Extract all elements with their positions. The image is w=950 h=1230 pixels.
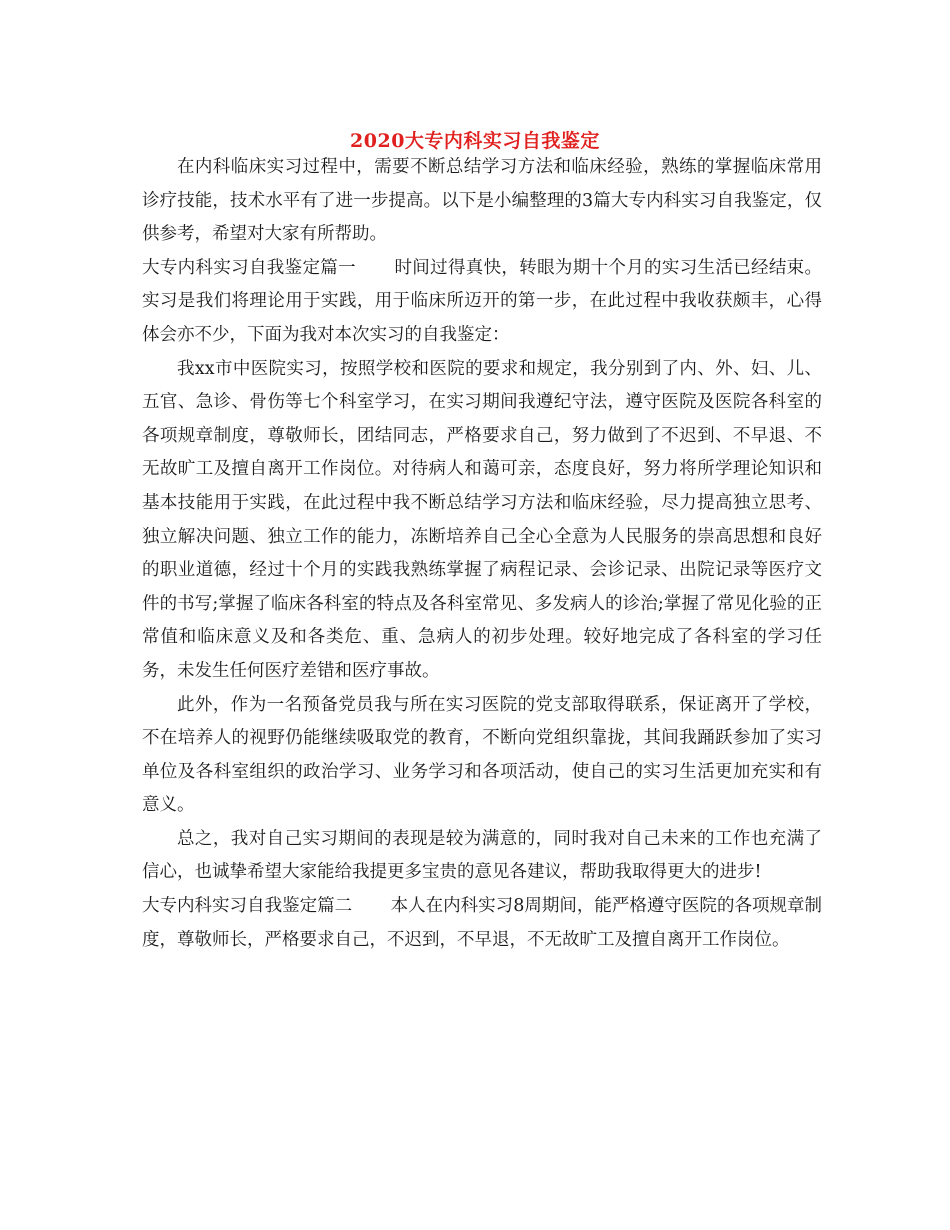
- section-two-paragraph: [142, 890, 822, 957]
- body-paragraph-party: 此外，作为一名预备党员我与所在实习医院的党支部取得联系，保证离开了学校，不在培养人的视野仍能继续吸取党的教育，不断向党组织靠拢，其间我踊跃参加了实习单位及各科室组织的政治学习、业务学习和各项活动，使自己的实习生活更加充实和有意义。: [142, 694, 822, 816]
- document-body: [142, 151, 822, 957]
- intro-paragraph: 在内科临床实习过程中，需要不断总结学习方法和临床经验，熟练的掌握临床常用诊疗技能，技术水平有了进一步提高。以下是小编整理的3篇大专内科实习自我鉴定，仅供参考，希望对大家有所帮助。: [142, 157, 822, 245]
- document-title: 2020大专内科实习自我鉴定: [350, 130, 600, 152]
- body-paragraph-internship: 我xx市中医院实习，按照学校和医院的要求和规定，我分别到了内、外、妇、儿、五官、急诊、骨伤等七个科室学习，在实习期间我遵纪守法，遵守医院及医院各科室的各项规章制度，尊敬师长，团结同志，严格要求自己，努力做到了不迟到、不早退、不无故旷工及擅自离开工作岗位。对待病人和蔼可亲，态度良好，努力将所学理论知识和基本技能用于实践，在此过程中我不断总结学习方法和临床经验，尽力提高独立思考、独立解决问题、独立工作的能力，冻断培养自己全心全意为人民服务的崇高思想和良好的职业道德，经过十个月的实践我熟练掌握了病程记录、会诊记录、出院记录等医疗文件的书写;掌握了临床各科室的特点及各科室常见、多发病人的诊治;掌握了常见化验的正常值和临床意义及和各类危、重、急病人的初步处理。较好地完成了各科室的学习任务，未发生任何医疗差错和医疗事故。: [142, 358, 822, 681]
- section-one-lead: 时间过得真快，转眼为期十个月的实习生活已经结束。实习是我们将理论用于实践，用于临床所迈开的第一步，在此过程中我收获颇丰，心得体会亦不少，下面为我对本次实习的自我鉴定：: [142, 257, 823, 345]
- section-two-lead: 本人在内科实习8周期间，能严格遵守医院的各项规章制度，尊敬师长，严格要求自己，不迟到，不早退，不无故旷工及擅自离开工作岗位。: [142, 896, 822, 950]
- section-one-paragraph: [142, 252, 822, 353]
- body-paragraph-summary: 总之，我对自己实习期间的表现是较为满意的，同时我对自己未来的工作也充满了信心，也诚挚希望大家能给我提更多宝贵的意见各建议，帮助我取得更大的进步!: [142, 828, 822, 883]
- section-two-heading: 大专内科实习自我鉴定篇二: [142, 896, 353, 917]
- section-one-heading: 大专内科实习自我鉴定篇一: [142, 257, 356, 278]
